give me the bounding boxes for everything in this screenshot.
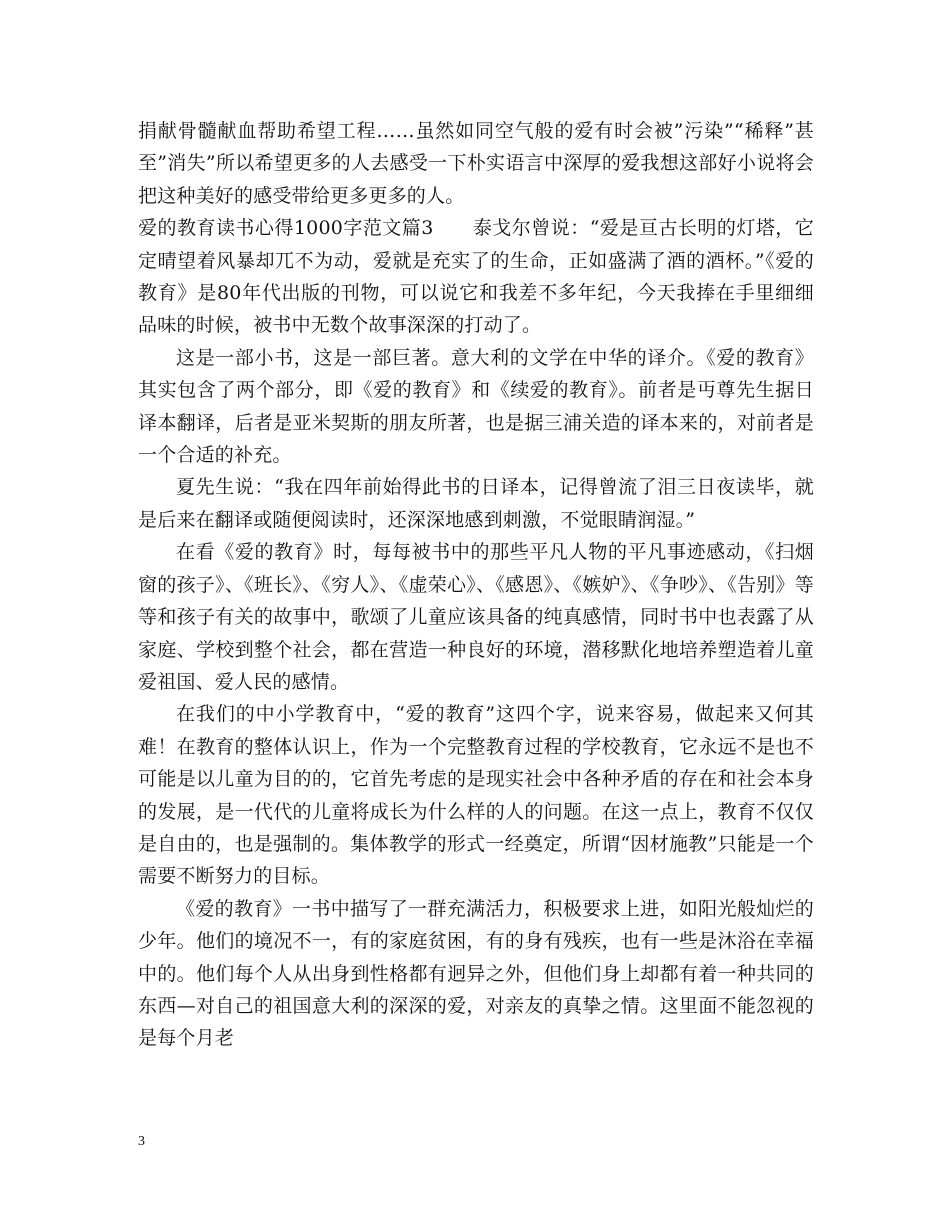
paragraph-4: 夏先生说：“我在四年前始得此书的日译本，记得曾流了泪三日夜读毕，就是后来在翻译或随便阅读时，还深深地感到刺激，不觉眼睛润湿。” [138, 476, 814, 531]
paragraph-1: 捐献骨髓献血帮助希望工程……虽然如同空气般的爱有时会被”污染”“稀释”甚至”消失”所以希望更多的人去感受一下朴实语言中深厚的爱我想这部好小说将会把这种美好的感受带给更多更多的人。 [138, 120, 814, 207]
paragraph-5: 在看《爱的教育》时，每每被书中的那些平凡人物的平凡事迹感动，《扫烟窗的孩子》、《班长》、《穷人》、《虚荣心》、《感恩》、《嫉妒》、《争吵》、《告别》等等和孩子有关的故事中，歌颂了儿童应该具备的纯真感情，同时书中也表露了从家庭、学校到整个社会，都在营造一种良好的环境，潜移默化地培养塑造着儿童爱祖国、爱人民的感情。 [138, 541, 814, 693]
document-body [138, 115, 814, 1055]
paragraph-3: 这是一部小书，这是一部巨著。意大利的文学在中华的译介。《爱的教育》其实包含了两个部分，即《爱的教育》和《续爱的教育》。前者是丏尊先生据日译本翻译，后者是亚米契斯的朋友所著，也是据三浦关造的译本来的，对前者是一个合适的补充。 [138, 346, 814, 467]
paragraph-2: 爱的教育读书心得1000字范文篇3 泰戈尔曾说：“爱是亘古长明的灯塔，它定晴望着风暴却兀不为动，爱就是充实了的生命，正如盛满了酒的酒杯。”《爱的教育》是80年代出版的刊物，可以说它和我差不多年纪，今天我捧在手里细细品味的时候，被书中无数个故事深深的打动了。 [138, 217, 814, 337]
paragraph-7: 《爱的教育》一书中描写了一群充满活力，积极要求上进，如阳光般灿烂的少年。他们的境况不一，有的家庭贫困，有的身有残疾，也有一些是沐浴在幸福中的。他们每个人从出身到性格都有迥异之外，但他们身上却都有着一种共同的东西—对自己的祖国意大利的深深的爱，对亲友的真挚之情。这里面不能忽视的是每个月老 [138, 897, 814, 1050]
page-number: 3 [138, 1134, 145, 1149]
paragraph-6: 在我们的中小学教育中，“爱的教育”这四个字，说来容易，做起来又何其难！在教育的整体认识上，作为一个完整教育过程的学校教育，它永远不是也不可能是以儿童为目的的，它首先考虑的是现实社会中各种矛盾的存在和社会本身的发展，是一代代的儿童将成长为什么样的人的问题。在这一点上，教育不仅仅是自由的，也是强制的。集体教学的形式一经奠定，所谓“因材施教”只能是一个需要不断努力的目标。 [138, 703, 814, 888]
